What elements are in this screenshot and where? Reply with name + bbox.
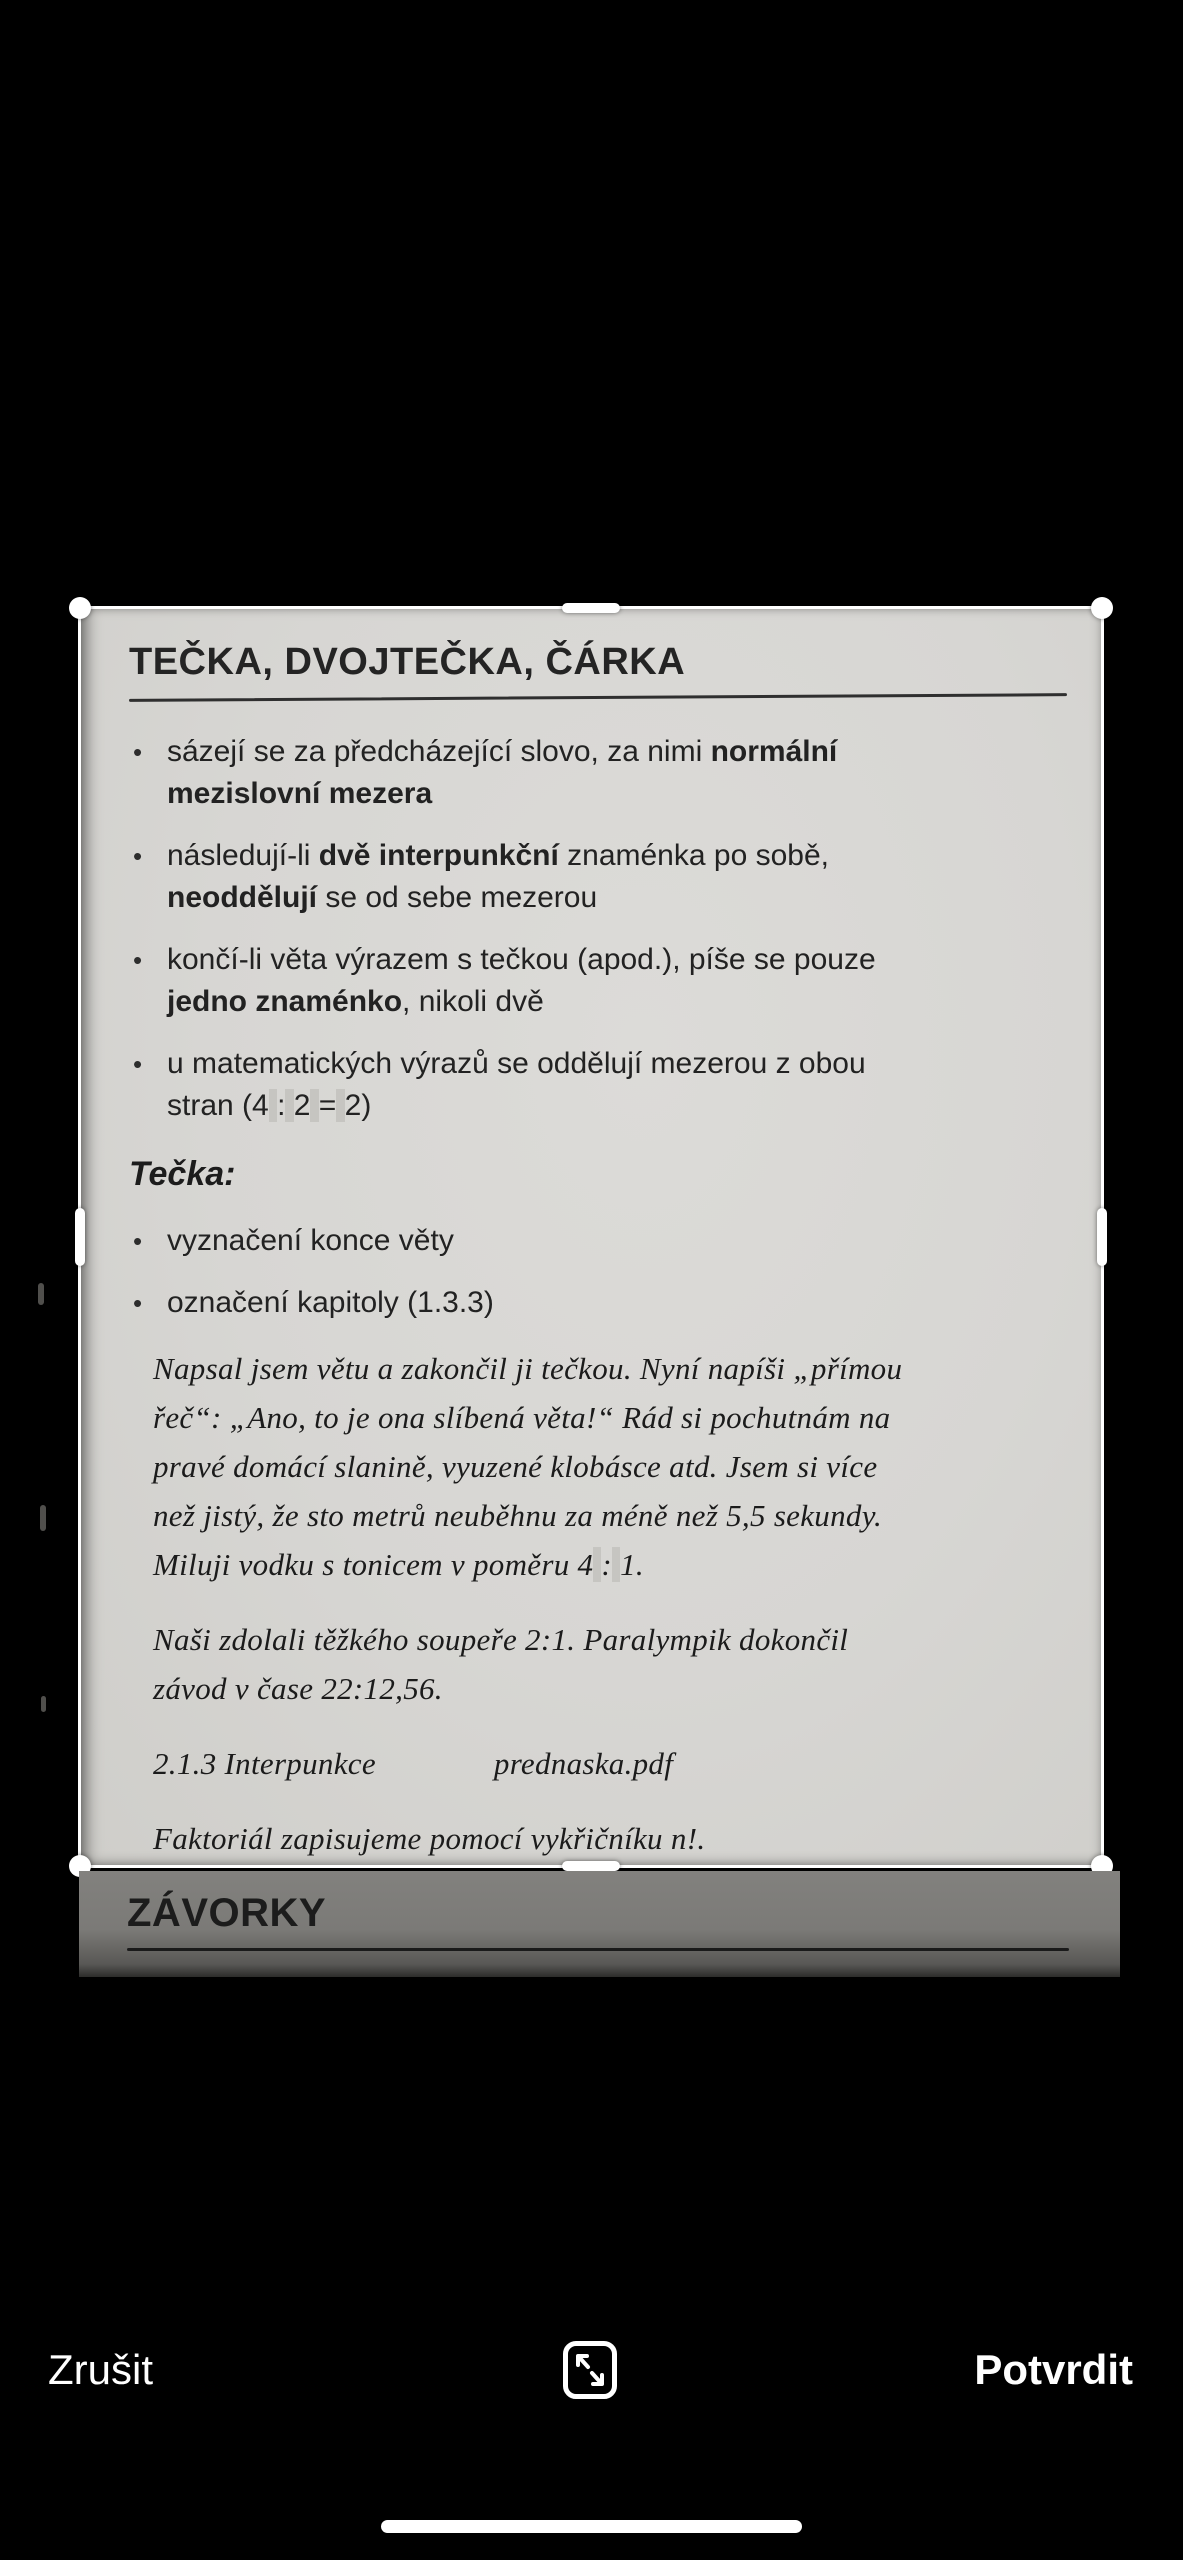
photo-artifact	[41, 1696, 46, 1712]
crop-region[interactable]	[78, 606, 1104, 1868]
next-section-underline	[127, 1948, 1069, 1951]
doc-text: =	[318, 1089, 337, 1122]
doc-block-bullet	[129, 731, 1061, 815]
highlighted-space	[285, 1089, 293, 1122]
doc-text: závod v čase 22:12,56.	[153, 1671, 443, 1706]
doc-block-bullet	[129, 1043, 1061, 1127]
title-underline	[129, 693, 1067, 702]
doc-text: končí-li věta výrazem s tečkou (apod.), píše se pouze	[167, 943, 876, 976]
crop-handle-left-center[interactable]	[75, 1208, 85, 1266]
highlighted-space	[336, 1089, 344, 1122]
crop-handle-top-right[interactable]	[1091, 597, 1113, 619]
doc-block-heading	[129, 1155, 1061, 1194]
doc-text: Faktoriál zapisujeme pomocí vykřičníku n!.	[153, 1821, 706, 1856]
doc-text: u matematických výrazů se oddělují mezerou z obou	[167, 1047, 866, 1080]
doc-block-bullet	[129, 1282, 1061, 1324]
highlighted-space	[612, 1547, 620, 1582]
excluded-document-section	[79, 1871, 1120, 1977]
doc-block-bullet	[129, 1220, 1061, 1262]
next-section-title: ZÁVORKY	[127, 1891, 327, 1935]
doc-text: následují-li	[167, 839, 319, 872]
crop-handle-right-center[interactable]	[1097, 1208, 1107, 1266]
expand-diagonal-icon[interactable]	[563, 2341, 617, 2399]
doc-text: stran (4	[167, 1089, 269, 1122]
doc-block-serif	[129, 1615, 1061, 1713]
photo-artifact	[38, 1283, 44, 1305]
doc-text: Miluji vodku s tonicem v poměru 4	[153, 1547, 594, 1582]
doc-text: mezislovní mezera	[167, 777, 433, 810]
doc-text: 1.	[620, 1547, 644, 1582]
home-indicator[interactable]	[381, 2520, 802, 2533]
doc-text: jedno znaménko	[167, 985, 403, 1018]
doc-block-bullet	[129, 939, 1061, 1023]
doc-text: než jistý, že sto metrů neuběhnu za méně než 5,5 sekundy.	[153, 1498, 883, 1533]
doc-text: řeč“: „Ano, to je ona slíbená věta!“ Rád si pochutnám na	[153, 1400, 891, 1435]
doc-text: :	[601, 1547, 613, 1582]
doc-block-serif	[129, 1814, 1061, 1863]
doc-text: neoddělují	[167, 881, 317, 914]
highlighted-space	[269, 1089, 277, 1122]
cancel-button[interactable]: Zrušit	[48, 2346, 153, 2393]
doc-text: prednaska.pdf	[493, 1746, 674, 1781]
doc-text: znaménka po sobě,	[558, 839, 829, 872]
doc-text: normální	[710, 735, 838, 768]
doc-text: Napsal jsem větu a zakončil ji tečkou. Nyní napíši „přímou	[153, 1351, 903, 1386]
doc-text: 2	[293, 1089, 311, 1122]
doc-text: Naši zdolali těžkého soupeře 2:1. Paralympik dokončil	[153, 1622, 849, 1657]
doc-text: dvě interpunkční	[318, 839, 559, 872]
crop-handle-top-left[interactable]	[69, 597, 91, 619]
doc-text: 2)	[344, 1089, 372, 1122]
doc-text: se od sebe mezerou	[317, 881, 598, 914]
doc-text: :	[277, 1089, 286, 1122]
doc-block-serif	[129, 1344, 1061, 1589]
doc-block-serif	[129, 1739, 1061, 1788]
crop-handle-top-center[interactable]	[562, 603, 620, 613]
doc-text: Tečka:	[129, 1155, 236, 1193]
document-page	[81, 609, 1101, 1865]
doc-title: TEČKA, DVOJTEČKA, ČÁRKA	[129, 641, 686, 683]
doc-body	[129, 731, 1061, 1863]
crop-handle-bottom-center[interactable]	[562, 1861, 620, 1871]
doc-text: , nikoli dvě	[402, 985, 544, 1018]
doc-text: vyznačení konce věty	[167, 1224, 454, 1257]
photo-artifact	[40, 1505, 46, 1531]
doc-text: sázejí se za předcházející slovo, za nimi	[167, 735, 711, 768]
confirm-button[interactable]: Potvrdit	[974, 2346, 1133, 2393]
doc-block-bullet	[129, 835, 1061, 919]
highlighted-space	[310, 1089, 318, 1122]
doc-text: označení kapitoly (1.3.3)	[167, 1286, 494, 1319]
doc-text: pravé domácí slanině, vyuzené klobásce atd. Jsem si více	[153, 1449, 878, 1484]
doc-text: 2.1.3 Interpunkce	[153, 1746, 376, 1781]
